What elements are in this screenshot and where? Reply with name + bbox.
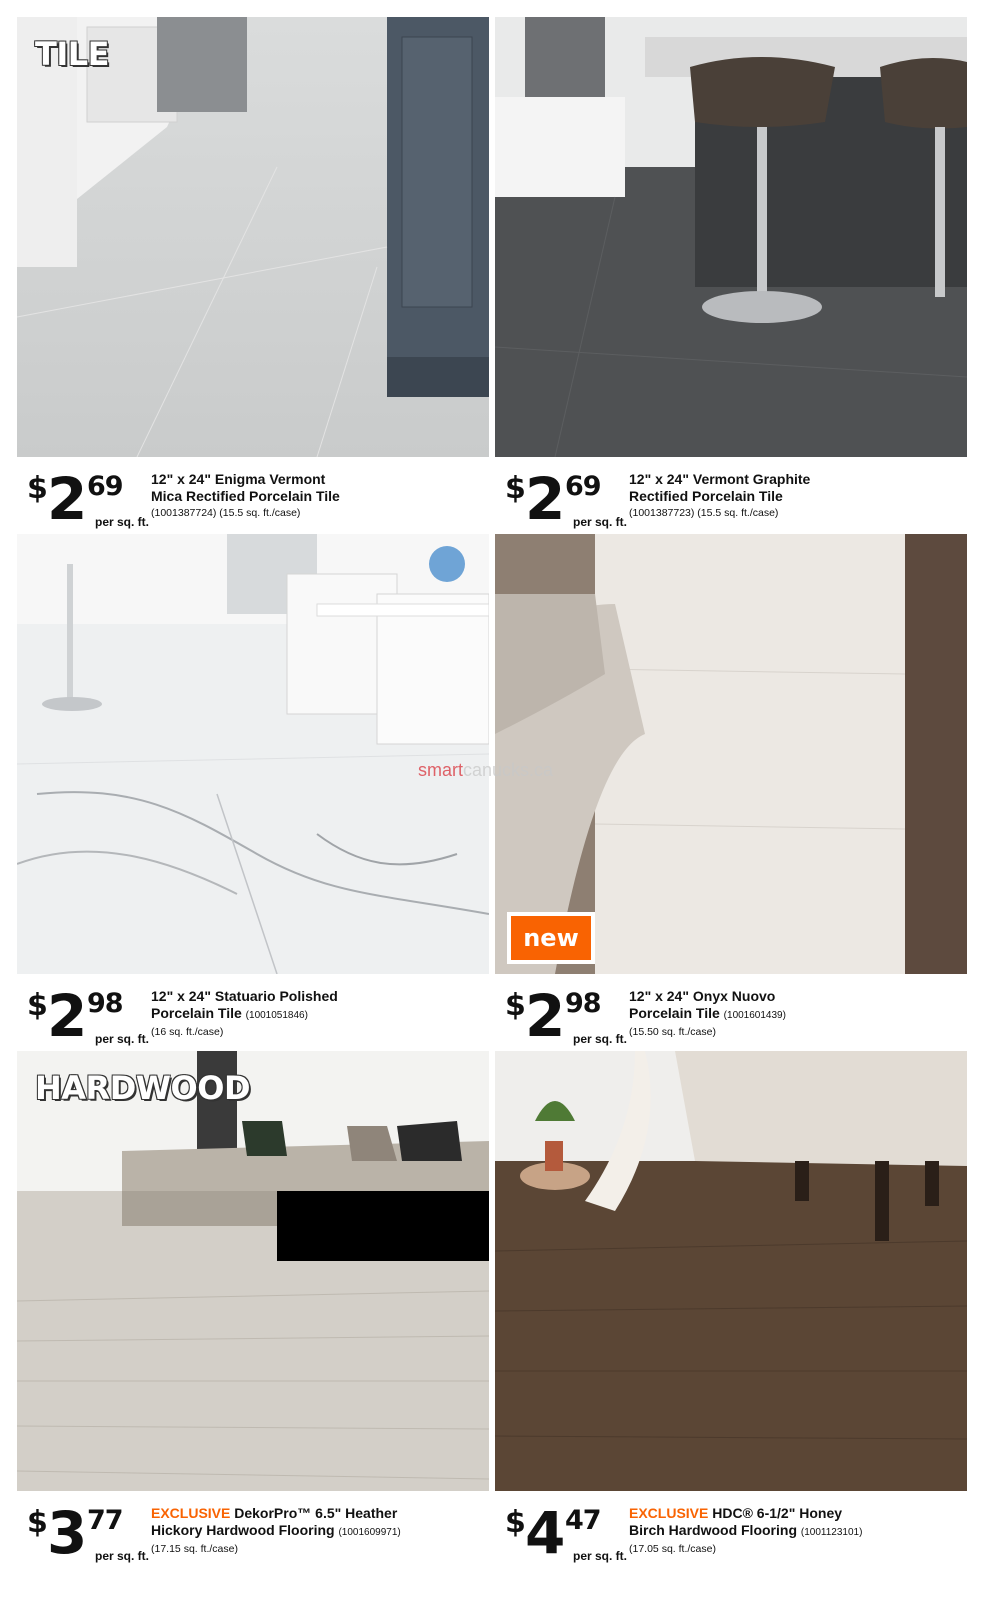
price-unit: per sq. ft. [573,1032,628,1046]
exclusive-tag: EXCLUSIVE [151,1505,231,1521]
product-photo-light-grey-tile-kitchen [17,17,489,457]
product-name-line1: DekorPro™ 6.5" Heather [234,1505,398,1521]
section-label-tile: TILE [35,35,109,73]
price-unit: per sq. ft. [95,1032,150,1046]
product-photo-white-marble-tile-dining [17,534,489,974]
product-coverage: (15.50 sq. ft./case) [629,1026,716,1038]
price-tag [505,1499,628,1573]
price-tag [27,1499,150,1573]
price-cents: 98 [565,988,601,1019]
product-sku-coverage: (1001387724) (15.5 sq. ft./case) [151,507,301,519]
product-name-line2: Rectified Porcelain Tile [629,488,783,504]
product-coverage: (17.15 sq. ft./case) [151,1543,238,1555]
product-description [629,471,959,521]
product-name-line2: Porcelain Tile [629,1005,720,1021]
watermark-domain: canucks.ca [463,760,554,780]
product-photo-dark-grey-tile-bar-stools [495,17,967,457]
price-dollars: 4 [525,1499,564,1567]
price-unit: per sq. ft. [573,1549,628,1563]
price-dollars: 2 [47,982,86,1050]
product-description [151,1505,481,1557]
price-tag [505,982,628,1056]
product-name-line2: Birch Hardwood Flooring [629,1522,797,1538]
product-card-vermont-graphite[interactable] [495,17,967,543]
product-sku: (1001051846) [245,1010,308,1021]
product-name-line1: 12" x 24" Statuario Polished [151,988,338,1004]
price-unit: per sq. ft. [95,515,150,529]
product-description [151,471,481,521]
product-sku: (1001601439) [723,1010,786,1021]
price-tag [505,465,628,539]
watermark [418,760,553,781]
product-sku: (1001123101) [800,1527,863,1538]
product-card-enigma-vermont[interactable] [17,17,489,543]
product-photo-light-hickory-living-room [17,1051,489,1491]
price-cents: 69 [565,471,601,502]
price-currency: $ [27,471,48,506]
price-row [17,980,489,1058]
new-badge: new [507,912,595,964]
product-photo-dark-birch-floor-armchair [495,1051,967,1491]
product-coverage: (17.05 sq. ft./case) [629,1543,716,1555]
product-coverage: (16 sq. ft./case) [151,1026,224,1038]
price-row [17,1497,489,1575]
price-row [495,980,967,1058]
product-sku: (1001609971) [338,1527,401,1538]
section-label-hardwood: HARDWOOD [35,1069,251,1107]
product-card-honey-birch[interactable] [495,1051,967,1577]
price-currency: $ [505,471,526,506]
product-card-onyx-nuovo[interactable] [495,534,967,1060]
price-cents: 47 [565,1505,601,1536]
price-row [495,1497,967,1575]
product-name-line1: 12" x 24" Vermont Graphite [629,471,811,487]
price-row [17,463,489,541]
product-name-line1: 12" x 24" Enigma Vermont [151,471,326,487]
exclusive-tag: EXCLUSIVE [629,1505,709,1521]
product-name-line2: Porcelain Tile [151,1005,242,1021]
price-dollars: 2 [525,982,564,1050]
product-name-line2: Mica Rectified Porcelain Tile [151,488,340,504]
price-tag [27,465,150,539]
price-cents: 69 [87,471,123,502]
price-unit: per sq. ft. [573,515,628,529]
product-name-line1: HDC® 6-1/2" Honey [712,1505,843,1521]
product-description [151,988,481,1040]
price-dollars: 2 [47,465,86,533]
product-name-line2: Hickory Hardwood Flooring [151,1522,335,1538]
price-currency: $ [505,1505,526,1540]
price-dollars: 2 [525,465,564,533]
product-card-heather-hickory[interactable] [17,1051,489,1577]
price-cents: 77 [87,1505,123,1536]
product-sku-coverage: (1001387723) (15.5 sq. ft./case) [629,507,779,519]
price-row [495,463,967,541]
product-description [629,1505,959,1557]
price-unit: per sq. ft. [95,1549,150,1563]
watermark-brand: smart [418,760,463,780]
price-currency: $ [27,1505,48,1540]
product-photo-onyx-wall-tile-armchair [495,534,967,974]
price-cents: 98 [87,988,123,1019]
product-description [629,988,959,1040]
price-currency: $ [27,988,48,1023]
price-dollars: 3 [47,1499,86,1567]
price-tag [27,982,150,1056]
product-card-statuario-polished[interactable] [17,534,489,1060]
product-name-line1: 12" x 24" Onyx Nuovo [629,988,776,1004]
price-currency: $ [505,988,526,1023]
